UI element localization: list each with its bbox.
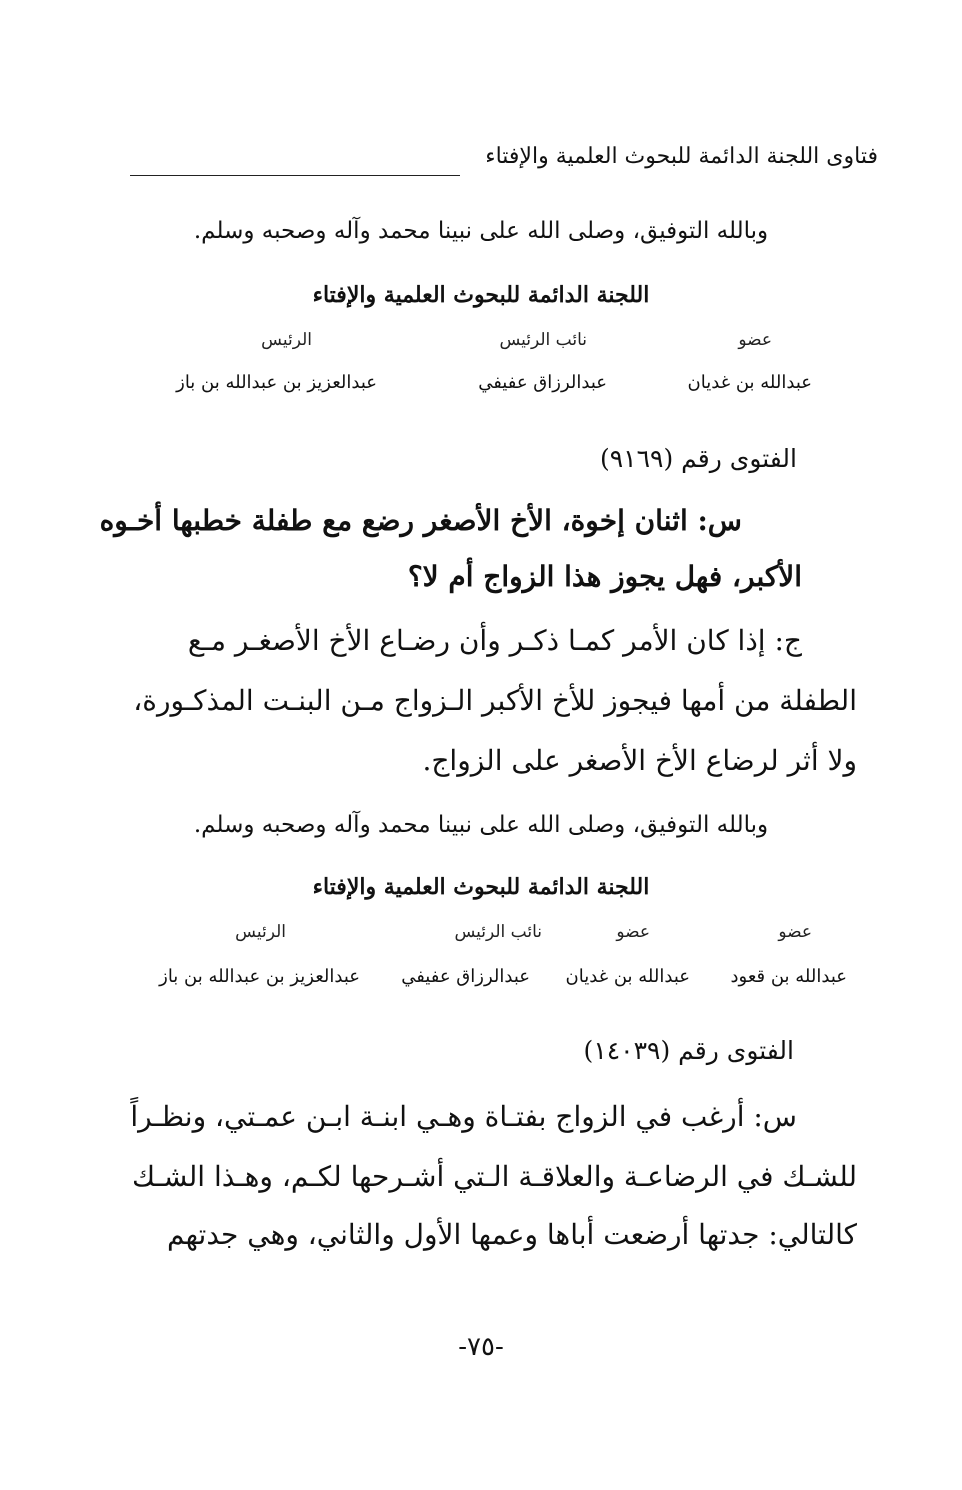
question-line: الأكبر، فهل يجوز هذا الزواج أم لا؟	[407, 560, 802, 593]
signatory-name: عبدالله بن غديان	[565, 966, 690, 987]
signatory-role: الرئيس	[235, 922, 286, 942]
signatory-role: عضو	[738, 330, 772, 350]
answer-line: ج: إذا كان الأمر كمـا ذكـر وأن رضـاع الأخ الأصغـر مـع	[187, 624, 802, 657]
signatory-role: عضو	[778, 922, 812, 942]
answer-line: ولا أثر لرضاع الأخ الأصغر على الزواج.	[422, 744, 857, 777]
fatwa-number-2: الفتوى رقم (١٤٠٣٩)	[583, 1036, 794, 1065]
signatory-name: عبدالرزاق عفيفي	[401, 966, 530, 987]
fatwa-number-1: الفتوى رقم (٩١٦٩)	[599, 444, 797, 473]
question-line: س: أرغب في الزواج بفتـاة وهـي ابنـة ابـن عمـتي، ونظـراً	[130, 1100, 797, 1133]
signatory-name: عبدالله بن قعود	[730, 966, 847, 987]
closing-formula-1: وبالله التوفيق، وصلى الله على نبينا محمد وآله وصحبه وسلم.	[193, 218, 769, 244]
signatory-name: عبدالعزيز بن عبدالله بن باز	[159, 966, 360, 987]
answer-line: الطفلة من أمها فيجوز للأخ الأكبر الـزواج مـن البنـت المذكـورة،	[133, 684, 857, 717]
question-line: كالتالي: جدتها أرضعت أباها وعمها الأول والثاني، وهي جدتهم	[166, 1218, 857, 1251]
signatory-name: عبدالله بن غديان	[687, 372, 812, 393]
signatory-role: نائب الرئيس	[454, 922, 542, 942]
committee-title-1: اللجنة الدائمة للبحوث العلمية والإفتاء	[312, 282, 650, 308]
committee-title-2: اللجنة الدائمة للبحوث العلمية والإفتاء	[312, 874, 650, 900]
signatory-name: عبدالعزيز بن عبدالله بن باز	[176, 372, 377, 393]
question-line: س: اثنان إخوة، الأخ الأصغر رضع مع طفلة خطبها أخـوه	[99, 504, 742, 537]
signatory-role: عضو	[616, 922, 650, 942]
closing-formula-2: وبالله التوفيق، وصلى الله على نبينا محمد وآله وصحبه وسلم.	[193, 812, 769, 838]
question-line: للشـك في الرضاعـة والعلاقـة الـتي أشـرحها لكـم، وهـذا الشـك	[131, 1160, 857, 1193]
page-number: -٧٥-	[458, 1332, 504, 1362]
header-title: فتاوى اللجنة الدائمة للبحوث العلمية والإفتاء	[485, 144, 878, 169]
signatory-name: عبدالرزاق عفيفي	[478, 372, 607, 393]
header-rule	[130, 175, 460, 176]
running-header	[130, 140, 878, 180]
signatory-role: الرئيس	[261, 330, 312, 350]
signatory-role: نائب الرئيس	[499, 330, 587, 350]
